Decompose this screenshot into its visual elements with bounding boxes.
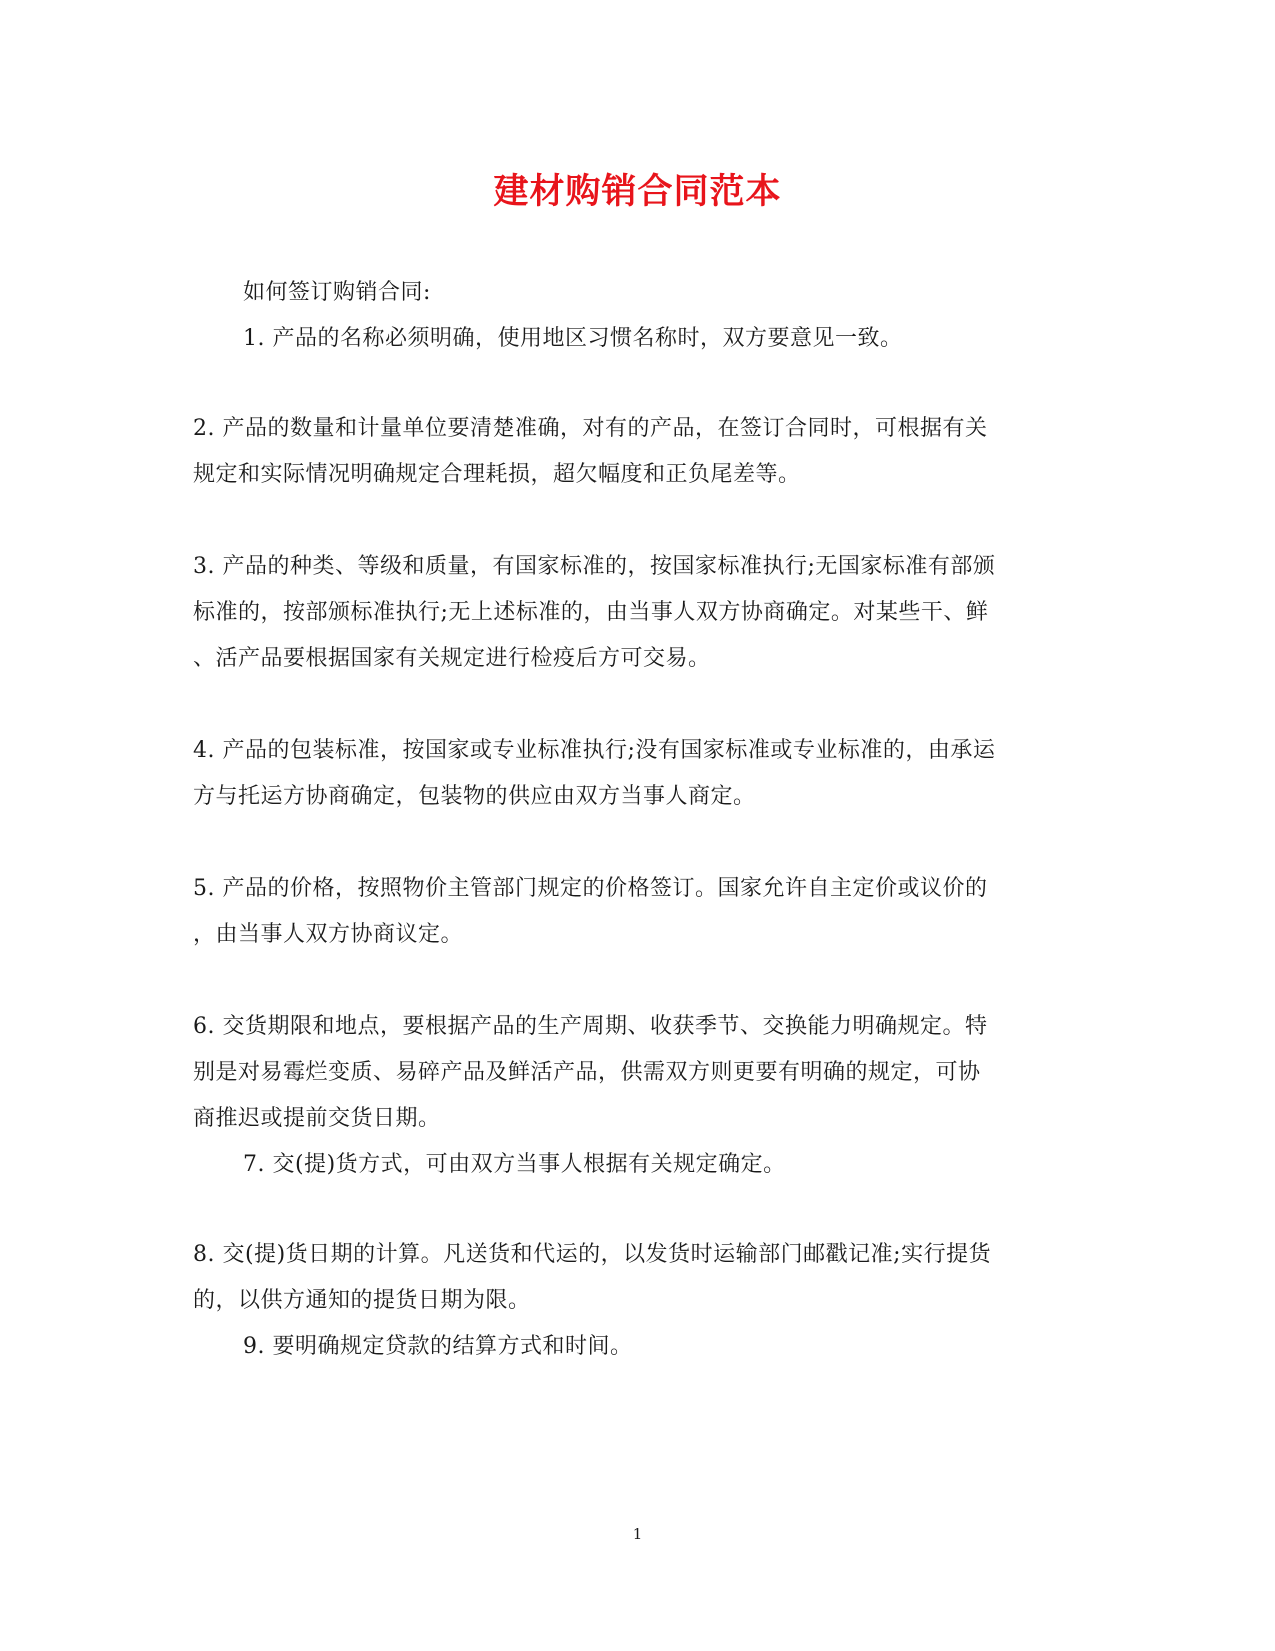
item-4-line-1: 4. 产品的包装标准，按国家或专业标准执行;没有国家标准或专业标准的，由承运 — [193, 738, 996, 763]
item-7-line-1: 7. 交(提)货方式，可由双方当事人根据有关规定确定。 — [243, 1152, 786, 1177]
item-3-line-3: 、活产品要根据国家有关规定进行检疫后方可交易。 — [193, 646, 711, 671]
item-3-line-2: 标准的，按部颁标准执行;无上述标准的，由当事人双方协商确定。对某些干、鲜 — [193, 600, 989, 625]
item-6-line-2: 别是对易霉烂变质、易碎产品及鲜活产品，供需双方则更要有明确的规定，可协 — [193, 1060, 981, 1085]
item-3-line-1: 3. 产品的种类、等级和质量，有国家标准的，按国家标准执行;无国家标准有部颁 — [193, 554, 996, 579]
page-number: 1 — [632, 1525, 643, 1543]
item-4-line-2: 方与托运方协商确定，包装物的供应由双方当事人商定。 — [193, 784, 756, 809]
item-8-line-1: 8. 交(提)货日期的计算。凡送货和代运的，以发货时运输部门邮戳记准;实行提货 — [193, 1242, 992, 1267]
item-8-line-2: 的，以供方通知的提货日期为限。 — [193, 1288, 531, 1313]
item-9-line-1: 9. 要明确规定贷款的结算方式和时间。 — [243, 1334, 633, 1359]
item-1-line-1: 1. 产品的名称必须明确，使用地区习惯名称时，双方要意见一致。 — [243, 326, 903, 351]
item-2-line-2: 规定和实际情况明确规定合理耗损，超欠幅度和正负尾差等。 — [193, 462, 801, 487]
item-5-line-2: ，由当事人双方协商议定。 — [193, 922, 464, 947]
item-5-line-1: 5. 产品的价格，按照物价主管部门规定的价格签订。国家允许自主定价或议价的 — [193, 876, 988, 901]
item-2-line-1: 2. 产品的数量和计量单位要清楚准确，对有的产品，在签订合同时，可根据有关 — [193, 416, 988, 441]
document-title: 建材购销合同范本 — [493, 171, 782, 212]
intro-line: 如何签订购销合同: — [243, 280, 431, 305]
item-6-line-3: 商推迟或提前交货日期。 — [193, 1106, 441, 1131]
item-6-line-1: 6. 交货期限和地点，要根据产品的生产周期、收获季节、交换能力明确规定。特 — [193, 1014, 988, 1039]
